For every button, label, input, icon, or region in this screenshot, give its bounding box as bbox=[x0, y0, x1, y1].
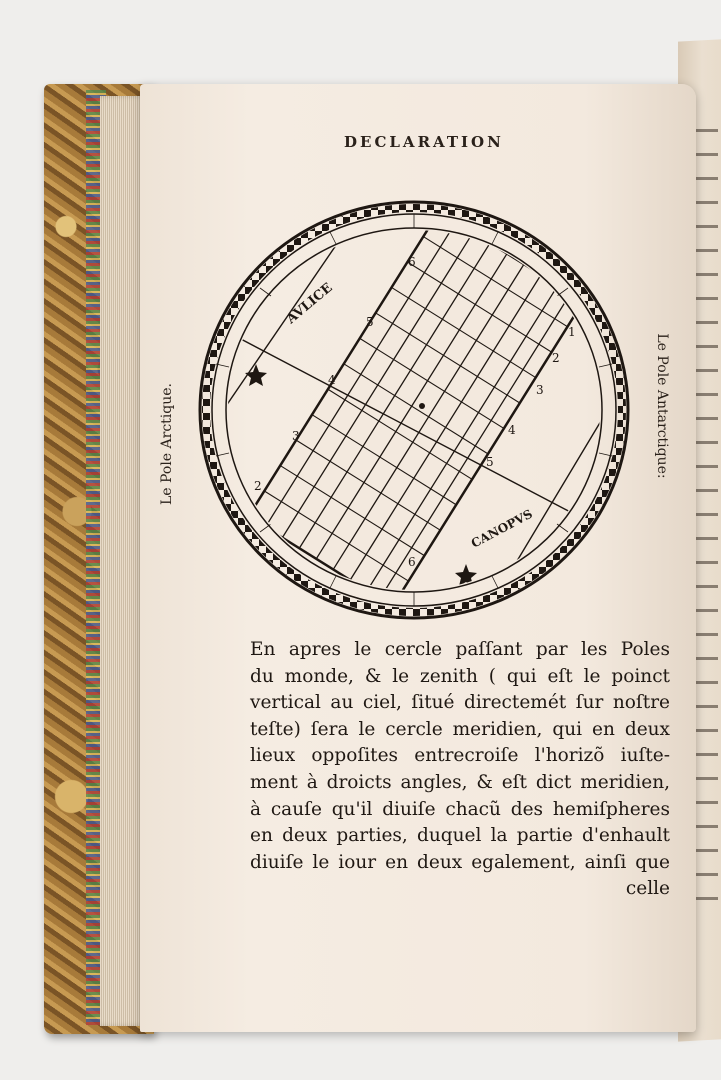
band-numeral: 1 bbox=[568, 325, 576, 339]
text-line: à cauſe qu'il diuiſe chacũ des hemiſpheres bbox=[250, 798, 670, 820]
text-line: lieux oppoſites entrecroiſe l'horizõ iuſte- bbox=[250, 745, 670, 767]
page-header: DECLARATION bbox=[344, 133, 504, 151]
text-line: vertical au ciel, ſitué directemét ſur noſtre bbox=[250, 692, 670, 714]
celestial-sphere-woodcut bbox=[196, 196, 636, 626]
band-numeral: 4 bbox=[328, 373, 336, 387]
text-line: du monde, & le zenith ( qui eſt le poinct bbox=[250, 665, 670, 687]
band-numeral: 5 bbox=[366, 315, 374, 329]
catchword: celle bbox=[625, 878, 670, 900]
band-numeral: 2 bbox=[254, 479, 262, 493]
body-paragraph bbox=[250, 637, 670, 903]
band-numeral: 6 bbox=[408, 255, 416, 269]
star-north bbox=[245, 364, 267, 386]
zodiac-band bbox=[248, 211, 583, 606]
text-line: diuiſe le iour en deux egalement, ainſi que bbox=[250, 851, 670, 873]
label-avlice: AVLICE bbox=[283, 280, 336, 328]
side-label-antarctic: Le Pole Antarctique: bbox=[654, 333, 670, 479]
side-label-arctic: Le Pole Arctique. bbox=[159, 383, 175, 505]
text-line: teſte) ſera le cercle meridien, qui en deux bbox=[250, 718, 670, 740]
text-line: En apres le cercle paſſant par les Poles bbox=[250, 639, 670, 660]
band-numeral: 4 bbox=[508, 423, 516, 437]
band-numeral: 2 bbox=[552, 351, 560, 365]
label-canopvs: CANOPVS bbox=[468, 506, 535, 551]
text-line: ment à droicts angles, & eſt dict meridien, bbox=[250, 771, 670, 793]
band-numeral: 3 bbox=[536, 383, 544, 397]
band-numeral: 3 bbox=[292, 429, 300, 443]
band-numeral: 6 bbox=[408, 555, 416, 569]
text-line: en deux parties, duquel la partie d'enhault bbox=[250, 825, 670, 847]
band-numeral: 5 bbox=[486, 455, 494, 469]
